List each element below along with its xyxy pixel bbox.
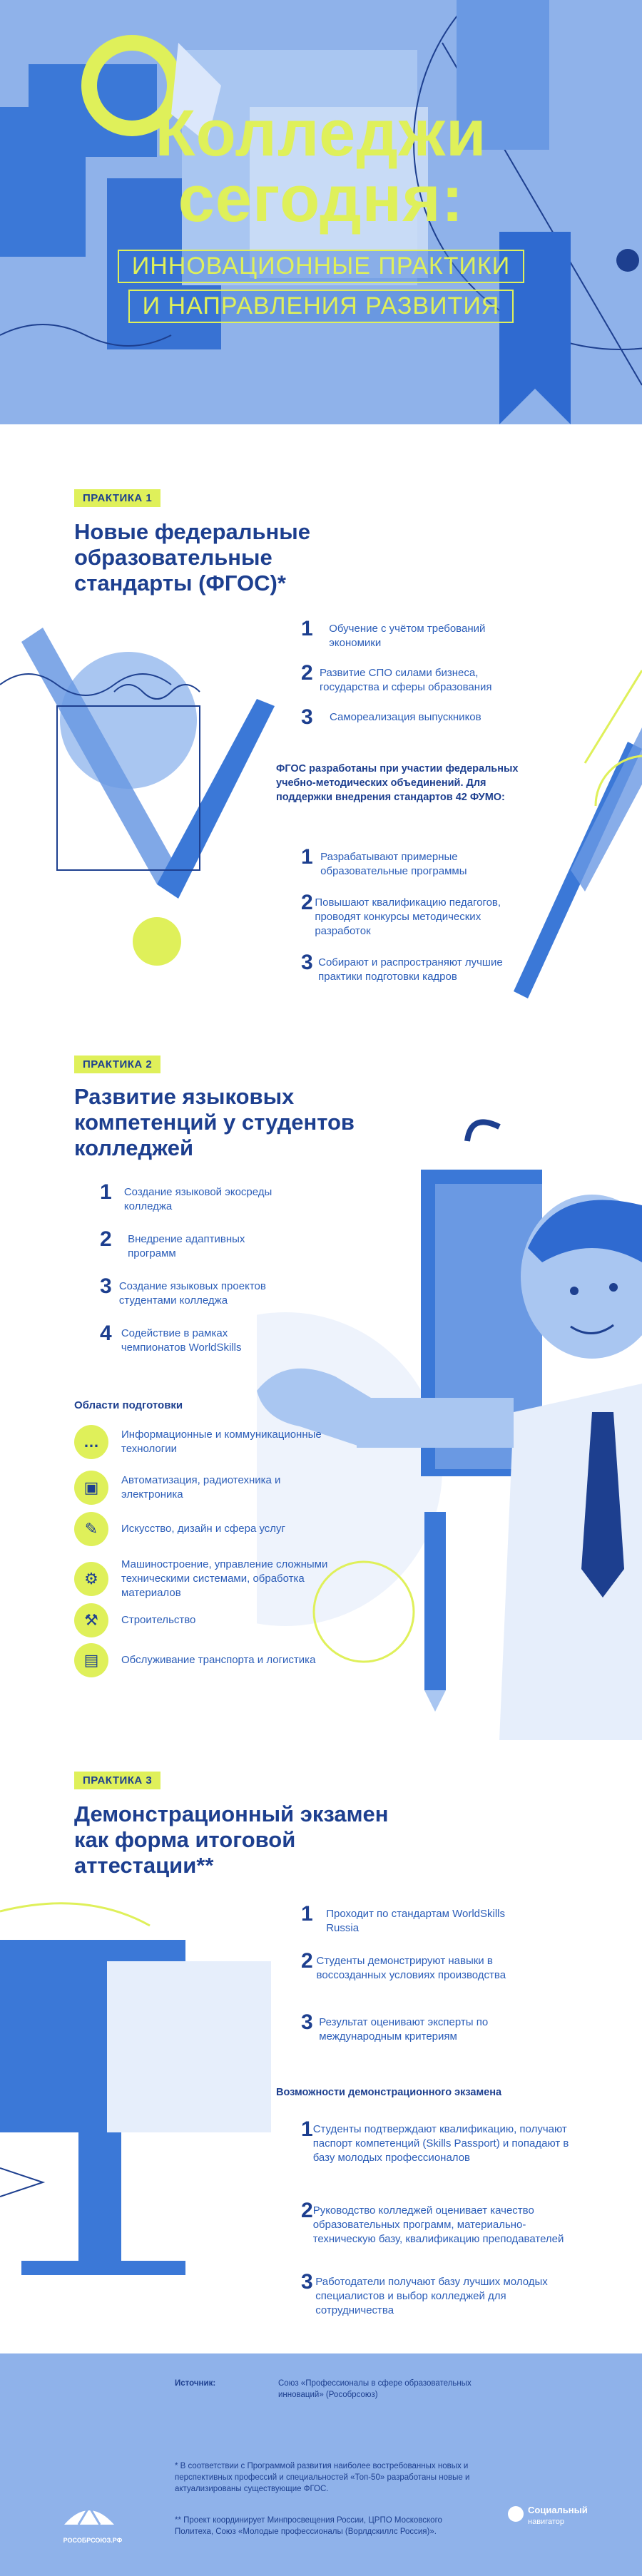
logo-right-line1: Социальный: [528, 2505, 588, 2515]
list-text: Результат оценивают эксперты по международным критериям: [319, 2016, 489, 2043]
footnote-1: * В соответствии с Программой развития наиболее востребованных новых и перспективных профессий и специальностей «Топ-50» разработаны новые и актуализированы существующие ФГОС.: [175, 2462, 470, 2493]
area-text: Информационные и коммуникационные технологии: [121, 1428, 322, 1455]
list-text: Проходит по стандартам WorldSkills Russia: [326, 1908, 506, 1934]
opportunities-title: Возможности демонстрационного экзамена: [276, 2087, 502, 2098]
practice3-title: Демонстрационный экзамен как форма итоговой аттестации**: [74, 1801, 389, 1878]
practice3-list-item: [301, 1950, 515, 1983]
list-number: 2: [301, 661, 313, 685]
list-text: Разрабатывают примерные образовательные программы: [320, 851, 467, 877]
list-number: 1: [301, 617, 313, 640]
opportunity-item: [301, 2199, 572, 2247]
list-text: Студенты демонстрируют навыки в воссозданных условиях производства: [316, 1955, 506, 1981]
area-item: [74, 1512, 345, 1546]
fumo-list-item: [301, 846, 515, 879]
social-navigator-icon: [508, 2506, 524, 2522]
practice2-list-item: [100, 1181, 292, 1214]
list-text: Самореализация выпускников: [330, 711, 482, 723]
footer: [0, 2353, 642, 2576]
logo-left-text: РОСОБРСОЮЗ.РФ: [63, 2537, 123, 2544]
rosobrsoyuz-logo: [57, 2496, 121, 2532]
area-text: Строительство: [121, 1614, 196, 1626]
areas-title: Области подготовки: [74, 1399, 183, 1411]
list-number: 3: [301, 2270, 313, 2294]
list-number: 3: [301, 951, 313, 974]
fumo-note: ФГОС разработаны при участии федеральных учебно-методических объединений. Для поддержки внедрения стандартов 42 ФУМО:: [276, 763, 519, 803]
list-text: Обучение с учётом требований экономики: [329, 623, 486, 649]
practice3-list-item: [301, 1903, 515, 1936]
practice2-list-item: [100, 1322, 292, 1355]
gear-icon: ⚙: [74, 1562, 108, 1596]
list-number: 3: [301, 705, 313, 729]
list-number: 3: [301, 2010, 313, 2034]
list-number: 2: [301, 2199, 313, 2222]
hero-banner: [0, 0, 642, 424]
list-number: 1: [301, 1902, 313, 1926]
area-text: Искусство, дизайн и сфера услуг: [121, 1523, 286, 1535]
opportunity-item: [301, 2271, 572, 2318]
list-number: 2: [301, 891, 313, 914]
area-item: [74, 1603, 345, 1637]
list-text: Создание языковых проектов студентами колледжа: [118, 1280, 266, 1307]
brush-icon: ✎: [74, 1512, 108, 1546]
hero-title-line2: сегодня:: [178, 163, 464, 235]
area-item: [74, 1425, 345, 1459]
source-text: Союз «Профессионалы в сфере образовательных инноваций» (Рособрсоюз): [278, 2379, 472, 2399]
practice3-tag: ПРАКТИКА 3: [74, 1772, 160, 1789]
practice1-tag: ПРАКТИКА 1: [74, 489, 160, 507]
footnote-2: ** Проект координирует Минпросвещения России, ЦРПО Московского Политеха, Союз «Молодые профессионалы (Ворлдскиллс Россия)».: [175, 2516, 442, 2536]
practice1-title: Новые федеральные образовательные стандарты (ФГОС)*: [74, 519, 310, 596]
list-number: 2: [100, 1227, 112, 1251]
practice2-tag: ПРАКТИКА 2: [74, 1056, 160, 1073]
hero-subtitle-line1: ИННОВАЦИОННЫЕ ПРАКТИКИ: [0, 250, 642, 283]
opportunity-item: [301, 2118, 572, 2165]
list-number: 3: [100, 1274, 112, 1298]
list-text: Студенты подтверждают квалификацию, получают паспорт компетенций (Skills Passport) и попадают в базу молодых профессионалов: [312, 2123, 569, 2164]
source-label: Источник:: [175, 2379, 216, 2388]
list-text: Создание языковой экосреды колледжа: [123, 1186, 272, 1212]
list-number: 4: [100, 1322, 112, 1345]
logo-right-line2: навигатор: [528, 2518, 564, 2526]
practice3-list-item: [301, 2011, 515, 2044]
list-text: Содействие в рамках чемпионатов WorldSkills: [121, 1327, 242, 1354]
list-text: Руководство колледжей оценивает качество образовательных программ, материально-техническую базу, квалификацию преподавателей: [312, 2204, 564, 2245]
list-text: Развитие СПО силами бизнеса, государства и сферы образования: [319, 667, 492, 693]
train-icon: ▤: [74, 1643, 108, 1677]
practice2-list-item: [100, 1228, 292, 1261]
area-text: Машиностроение, управление сложными техническими системами, обработка материалов: [121, 1558, 328, 1599]
list-text: Повышают квалификацию педагогов, проводят конкурсы методических разработок: [315, 896, 501, 937]
list-text: Собирают и распространяют лучшие практики подготовки кадров: [318, 956, 503, 983]
hero-subtitle-line2: И НАПРАВЛЕНИЯ РАЗВИТИЯ: [0, 290, 642, 323]
list-text: Работодатели получают базу лучших молодых специалистов и выбор колледжей для сотрудничества: [315, 2276, 548, 2316]
chip-icon: ▣: [74, 1471, 108, 1505]
area-item: [74, 1558, 345, 1600]
list-number: 1: [301, 2117, 313, 2141]
practice1-list-item: [301, 618, 536, 650]
area-item: [74, 1471, 345, 1505]
fumo-list-item: [301, 891, 515, 939]
practice2-list-item: [100, 1275, 292, 1308]
monitor-illustration: [0, 1897, 271, 2311]
area-text: Автоматизация, радиотехника и электроника: [121, 1474, 281, 1501]
list-number: 2: [301, 1949, 313, 1973]
hero-title-line1: Колледжи: [155, 97, 487, 170]
area-text: Обслуживание транспорта и логистика: [121, 1654, 316, 1666]
practice1-list-item: [301, 706, 536, 729]
fumo-list-item: [301, 951, 515, 984]
area-item: [74, 1643, 345, 1677]
hammer-icon: ⚒: [74, 1603, 108, 1637]
list-number: 1: [301, 845, 313, 869]
practice1-list-item: [301, 662, 536, 695]
list-text: Внедрение адаптивных программ: [128, 1233, 245, 1259]
chat-icon: …: [74, 1425, 108, 1459]
list-number: 1: [100, 1180, 112, 1204]
practice2-title: Развитие языковых компетенций у студентов колледжей: [74, 1084, 355, 1160]
practice1-illustration: [0, 599, 300, 984]
